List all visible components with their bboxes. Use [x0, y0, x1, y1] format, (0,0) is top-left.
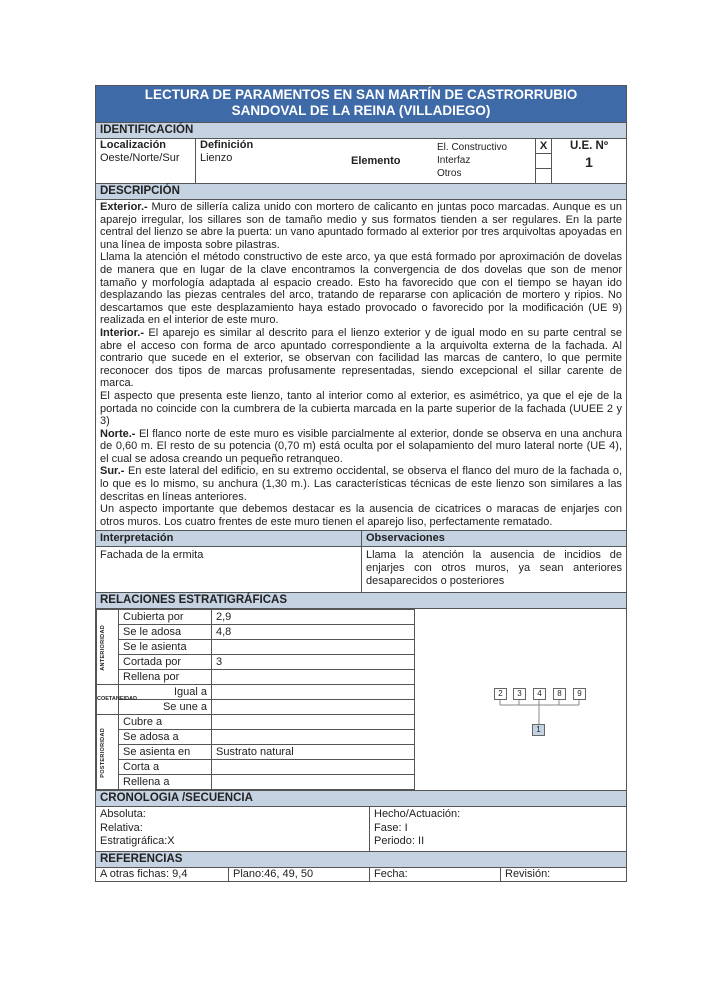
anterioridad-row	[97, 670, 415, 685]
interpretacion-heading: Interpretación	[96, 531, 361, 547]
referencias-plano: Plano:46, 49, 50	[229, 868, 370, 881]
anterioridad-row	[97, 655, 415, 670]
elemento-label: Elemento	[351, 154, 401, 167]
cronologia-estratigrafica: Estratigráfica:X	[100, 835, 175, 848]
coetaneidad-group-label	[97, 685, 137, 715]
sheet-title	[96, 86, 626, 123]
relaciones-heading: RELACIONES ESTRATIGRÁFICAS	[96, 592, 626, 609]
diagram-unit-box: 9	[573, 688, 586, 700]
relation-type: Cubierta por	[119, 610, 212, 625]
ue-cell	[552, 139, 626, 183]
definicion-value: Lienzo	[200, 152, 233, 164]
ue-number: 1	[585, 154, 593, 170]
definicion-cell	[196, 139, 347, 183]
desc-sur: Sur.- En este lateral del edificio, en su extremo occidental, se observa el flanco del muro de la fachada o, lo que es lo mismo, su anchura (1,30 m.). Las características técnicas de este lienzo son similares a las descritas en líneas anteriores.	[100, 465, 622, 503]
observaciones-col	[362, 531, 626, 592]
diagram-unit-box: 8	[553, 688, 566, 700]
referencias-otras-fichas: A otras fichas: 9,4	[96, 868, 229, 881]
relation-type: Corta a	[119, 760, 212, 775]
coetaneidad-label-text: COETANEIDAD	[97, 696, 137, 703]
descripcion-heading: DESCRIPCIÓN	[96, 183, 626, 200]
anterioridad-row	[97, 625, 415, 640]
referencias-body	[96, 868, 626, 881]
relation-type: Rellena por	[119, 670, 212, 685]
posterioridad-row	[97, 760, 415, 775]
desc-interior: Interior.- El aparejo es similar al descrito para el lienzo exterior y de igual modo en su parte central se abre el acceso con forma de arco apuntado correspondiente a la arquivolta externa de la fachada. Al contrario que sucede en el exterior, se observan con facilidad las marcas de cantero, lo que permite reconocer dos tipos de marcas profusamente representadas, siendo excepcional el sillar carente de marca.	[100, 326, 622, 390]
relation-type: Se le adosa	[119, 625, 212, 640]
relation-value[interactable]	[212, 775, 415, 790]
anterioridad-group-label	[97, 610, 119, 685]
relation-value[interactable]	[212, 640, 415, 655]
relation-type: Cubre a	[119, 715, 212, 730]
relation-value[interactable]	[212, 700, 415, 715]
cronologia-fase: Fase: I	[374, 821, 408, 834]
option-checkboxes	[535, 139, 552, 183]
identificacion-row	[96, 139, 626, 183]
identificacion-heading: IDENTIFICACIÓN	[96, 123, 626, 139]
checkbox-constructivo[interactable]: X	[536, 139, 551, 154]
relation-value[interactable]: 2,9	[212, 610, 415, 625]
relation-value[interactable]: 4,8	[212, 625, 415, 640]
relation-value[interactable]	[212, 760, 415, 775]
option-constructivo: El. Constructivo	[437, 142, 508, 153]
relaciones-body	[96, 609, 626, 790]
checkbox-interfaz[interactable]	[536, 154, 551, 169]
interpretacion-observaciones	[96, 530, 626, 592]
descripcion-body	[96, 200, 626, 530]
cronologia-relativa: Relativa:	[100, 821, 143, 834]
referencias-heading: REFERENCIAS	[96, 851, 626, 868]
relation-value[interactable]	[212, 730, 415, 745]
option-interfaz: Interfaz	[437, 155, 471, 166]
anterioridad-row	[97, 610, 415, 625]
option-otros: Otros	[437, 168, 462, 179]
observaciones-heading: Observaciones	[362, 531, 626, 547]
relation-type: Rellena a	[119, 775, 212, 790]
posterioridad-label-text: POSTERIORIDAD	[100, 727, 106, 778]
localizacion-value: Oeste/Norte/Sur	[100, 152, 180, 164]
localizacion-cell	[96, 139, 196, 183]
diagram-unit-box: 2	[494, 688, 507, 700]
posterioridad-row	[97, 730, 415, 745]
cronologia-hecho: Hecho/Actuación:	[374, 808, 461, 821]
cronologia-periodo: Periodo: II	[374, 835, 425, 848]
title-line-2: SANDOVAL DE LA REINA (VILLADIEGO)	[231, 103, 491, 118]
relation-type: Se asienta en	[119, 745, 212, 760]
referencias-revision: Revisión:	[505, 867, 551, 880]
cronologia-absoluta: Absoluta:	[100, 808, 146, 821]
diagram-unit-box: 3	[513, 688, 526, 700]
anterioridad-label-text: ANTERIORIDAD	[100, 624, 106, 671]
posterioridad-row	[97, 745, 415, 760]
relation-value[interactable]	[212, 685, 415, 700]
record-sheet	[95, 85, 627, 882]
relaciones-table	[96, 609, 415, 790]
relation-type: Se le asienta	[119, 640, 212, 655]
anterioridad-row	[97, 640, 415, 655]
posterioridad-row	[97, 715, 415, 730]
relation-type: Se une a	[119, 700, 212, 715]
interpretacion-value: Fachada de la ermita	[100, 549, 204, 562]
elemento-options	[435, 139, 535, 183]
relation-value[interactable]	[212, 715, 415, 730]
localizacion-label: Localización	[100, 139, 167, 151]
interpretacion-col	[96, 531, 362, 592]
posterioridad-row	[97, 775, 415, 790]
relation-value[interactable]: Sustrato natural	[212, 745, 415, 760]
checkbox-otros[interactable]	[536, 169, 551, 183]
relation-type: Igual a	[119, 685, 212, 700]
desc-aspecto-importante: Un aspecto importante que debemos destacar es la ausencia de cicatrices o maracas de enjarjes con otros muros. Los cuatro frentes de este muro tienen el aparejo liso, perfectamente rematado.	[100, 503, 622, 528]
diagram-lines	[415, 609, 627, 820]
observaciones-value: Llama la atención la ausencia de incidios de enjarjes con otros muros, ya sean anteriores desaparecidos o posteriores	[366, 549, 622, 588]
desc-arco: Llama la atención el método constructivo de este arco, ya que está formado por aproximación de dovelas de manera que en lugar de la clave encontramos la convergencia de dos dovelas que son de menor tamaño y morfología adaptada al espacio creado. Esto ha favorecido que con el tiempo se hayan ido desplazando las piezas centrales del arco, tratando de repararse con aplicación de mortero y ripios. No descartamos que este desplazamiento haya estado provocado o favorecido por la modificación (UE 9) realizada en el interior de este muro.	[100, 251, 622, 327]
diagram-unit-box: 4	[533, 688, 546, 700]
desc-norte: Norte.- El flanco norte de este muro es visible parcialmente al exterior, donde se observa en una anchura de 0,60 m. El resto de su potencia (0,70 m) está oculta por el solapamiento del muro lateral norte (UE 4), el cual se adosa creando un pequeño retranqueo.	[100, 427, 622, 465]
stratigraphic-diagram	[414, 609, 626, 790]
ue-label: U.E. Nº	[569, 140, 609, 152]
desc-aspecto: El aspecto que presenta este lienzo, tanto al interior como al exterior, es asimétrico, ya que el eje de la portada no coincide con la cumbrera de la cubierta marcada en la parte superior de la fachada (UUEE 2 y 3)	[100, 389, 622, 428]
diagram-unit-box: 1	[532, 724, 545, 736]
relation-type: Cortada por	[119, 655, 212, 670]
desc-exterior: Exterior.- Muro de sillería caliza unido con mortero de calicanto en juntas poco marcadas. Aunque es un aparejo irregular, los sillares son de tamaño medio y sus formatos tienden a ser regulares. En la parte central del lienzo se abre la puerta: un vano apuntado formado al exterior por tres arquivoltas apoyadas en una línea de imposta sobre pilastras.	[100, 201, 622, 251]
posterioridad-group-label	[97, 715, 119, 790]
cronologia-left	[96, 807, 370, 851]
coetaneidad-row	[97, 700, 415, 715]
definicion-label: Definición	[200, 139, 254, 151]
cronologia-heading: CRONOLOGIA /SECUENCIA	[96, 790, 626, 807]
title-line-1: LECTURA DE PARAMENTOS EN SAN MARTÍN DE CASTRORRUBIO	[144, 87, 578, 102]
referencias-fecha: Fecha:	[370, 868, 501, 881]
relation-value[interactable]: 3	[212, 655, 415, 670]
coetaneidad-row	[97, 685, 415, 700]
relation-type: Se adosa a	[119, 730, 212, 745]
relation-value[interactable]	[212, 670, 415, 685]
